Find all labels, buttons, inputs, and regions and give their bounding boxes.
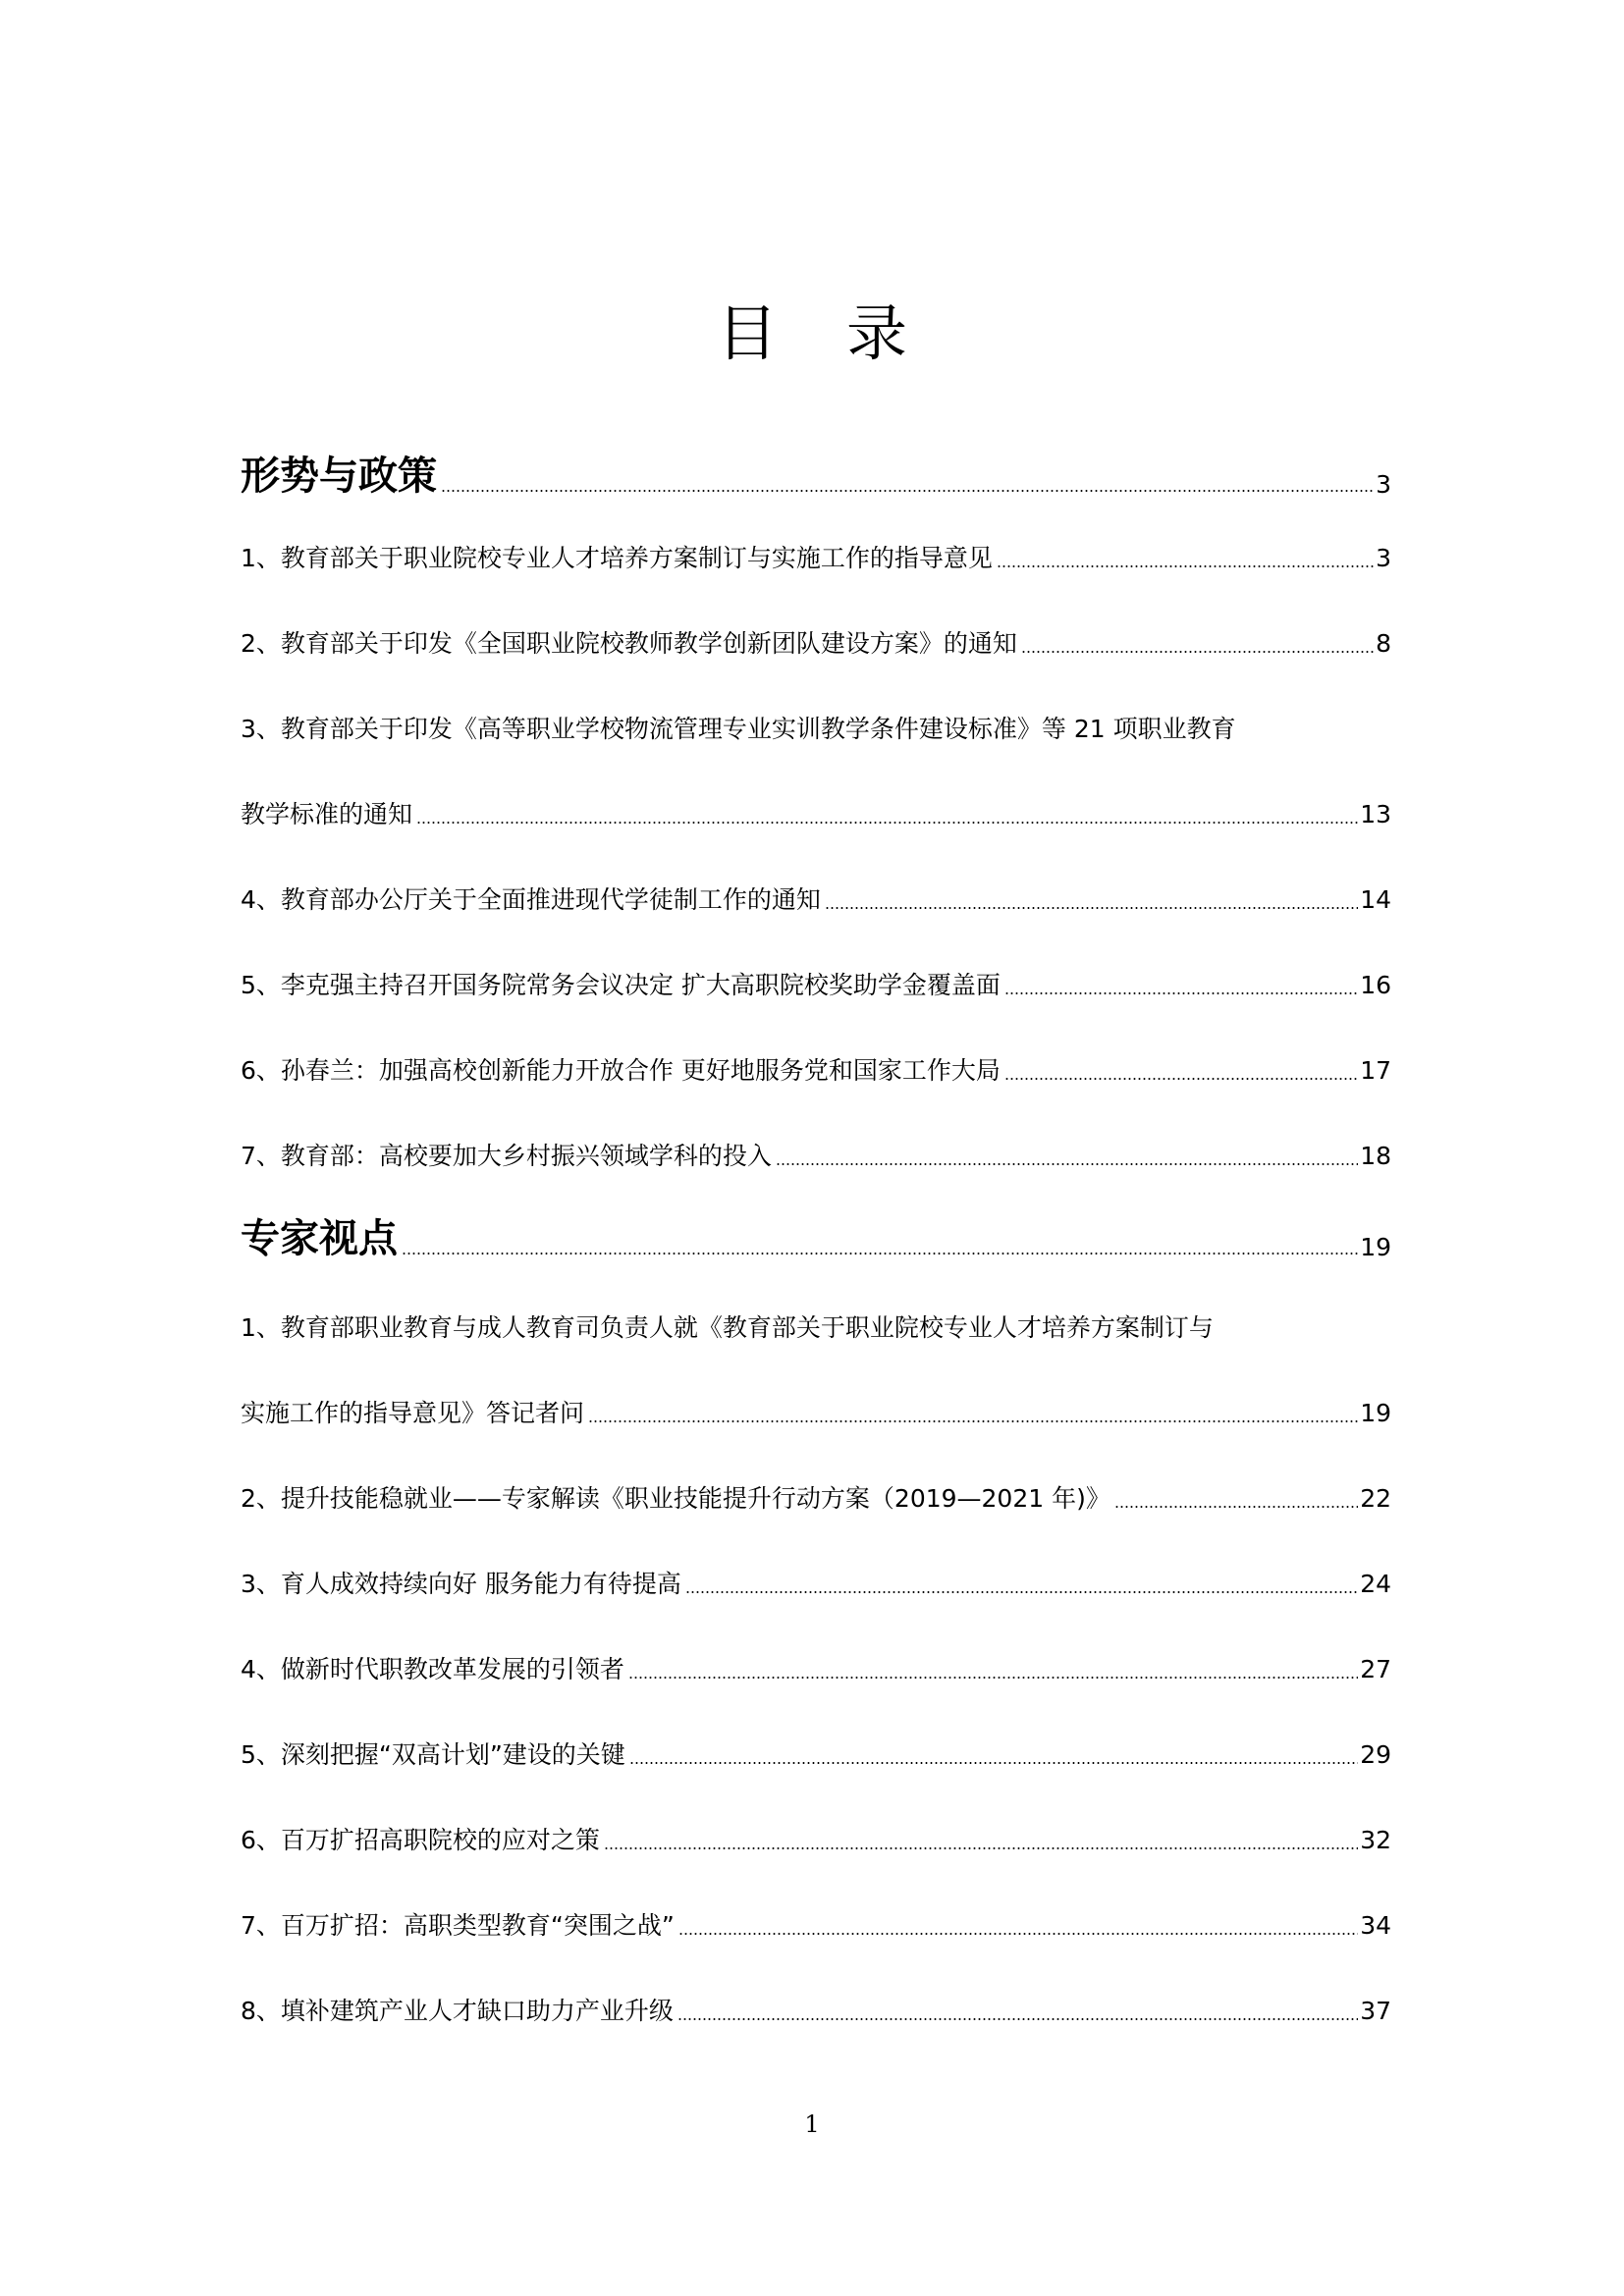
- entry-title: 2、教育部关于印发《全国职业院校教师教学创新团队建设方案》的通知: [241, 629, 1017, 658]
- entry-title: 7、教育部：高校要加大乡村振兴领域学科的投入: [241, 1142, 772, 1170]
- title-char-2: 录: [846, 297, 908, 369]
- toc-section-heading[interactable]: [241, 452, 1391, 501]
- page-number: 37: [1360, 1997, 1391, 2025]
- section-title: 形势与政策: [241, 454, 437, 499]
- entry-title: 2、提升技能稳就业——专家解读《职业技能提升行动方案（2019—2021 年)》: [241, 1484, 1110, 1513]
- page-number: 14: [1360, 885, 1391, 914]
- entry-title: 1、教育部关于职业院校专业人才培养方案制订与实施工作的指导意见: [241, 544, 993, 572]
- page-number: 22: [1360, 1484, 1391, 1513]
- page-number: 8: [1376, 629, 1391, 658]
- entry-title: 3、育人成效持续向好 服务能力有待提高: [241, 1570, 681, 1598]
- entry-title: 8、填补建筑产业人才缺口助力产业升级: [241, 1997, 674, 2025]
- section-title: 专家视点: [241, 1216, 398, 1261]
- dot-leader: [1114, 1505, 1358, 1509]
- dot-leader: [678, 1932, 1358, 1936]
- entry-title-line-2: 实施工作的指导意见》答记者问: [241, 1399, 585, 1427]
- page-number: 3: [1376, 470, 1391, 499]
- dot-leader: [1004, 1077, 1358, 1081]
- entry-title: 6、孙春兰：加强高校创新能力开放合作 更好地服务党和国家工作大局: [241, 1056, 1001, 1085]
- page-number: 16: [1360, 971, 1391, 999]
- page-number: 24: [1360, 1570, 1391, 1598]
- entry-title: 7、百万扩招：高职类型教育“突围之战”: [241, 1911, 675, 1940]
- dot-leader: [628, 1676, 1358, 1680]
- toc-entry[interactable]: [241, 628, 1391, 660]
- page-number: 29: [1360, 1740, 1391, 1769]
- page-title: [0, 285, 1624, 372]
- dot-leader: [685, 1590, 1358, 1594]
- dot-leader: [677, 2017, 1358, 2021]
- dot-leader: [1021, 650, 1374, 654]
- entry-title: 4、做新时代职教改革发展的引领者: [241, 1655, 624, 1683]
- toc-entry-line-1[interactable]: [241, 1312, 1391, 1344]
- toc-entry[interactable]: [241, 1569, 1391, 1600]
- toc-entry[interactable]: [241, 1055, 1391, 1087]
- dot-leader: [825, 906, 1358, 910]
- page-number: 34: [1360, 1911, 1391, 1940]
- title-char-1: 目: [716, 297, 778, 369]
- toc-entry[interactable]: [241, 884, 1391, 916]
- toc-entry[interactable]: [241, 970, 1391, 1001]
- toc-entry[interactable]: [241, 1996, 1391, 2027]
- toc-entry[interactable]: [241, 1739, 1391, 1771]
- dot-leader: [604, 1846, 1358, 1850]
- toc-entry[interactable]: [241, 1141, 1391, 1172]
- dot-leader: [402, 1252, 1358, 1255]
- dot-leader: [776, 1162, 1358, 1166]
- toc-entry[interactable]: [241, 1654, 1391, 1685]
- toc-entry-line-1[interactable]: [241, 714, 1391, 745]
- dot-leader: [588, 1419, 1358, 1423]
- toc-entry[interactable]: [241, 1825, 1391, 1856]
- page-number: 19: [1360, 1233, 1391, 1261]
- entry-title-line-1: 1、教育部职业教育与成人教育司负责人就《教育部关于职业院校专业人才培养方案制订与: [241, 1313, 1214, 1342]
- page-number: 17: [1360, 1056, 1391, 1085]
- dot-leader: [416, 821, 1358, 825]
- page-number: 19: [1360, 1399, 1391, 1427]
- page-footer-number: 1: [804, 2110, 820, 2138]
- page-number: 32: [1360, 1826, 1391, 1854]
- entry-title-line-2: 教学标准的通知: [241, 800, 413, 828]
- page-number: 13: [1360, 800, 1391, 828]
- toc-entry[interactable]: [241, 1483, 1391, 1515]
- page-number: 3: [1376, 544, 1391, 572]
- page-number: 18: [1360, 1142, 1391, 1170]
- entry-title: 4、教育部办公厅关于全面推进现代学徒制工作的通知: [241, 885, 821, 914]
- entry-title-line-1: 3、教育部关于印发《高等职业学校物流管理专业实训教学条件建设标准》等 21 项职业教育: [241, 715, 1236, 743]
- toc-entry-line-2[interactable]: [241, 799, 1391, 830]
- entry-title: 6、百万扩招高职院校的应对之策: [241, 1826, 600, 1854]
- page-number: 27: [1360, 1655, 1391, 1683]
- entry-title: 5、李克强主持召开国务院常务会议决定 扩大高职院校奖助学金覆盖面: [241, 971, 1001, 999]
- dot-leader: [1004, 991, 1358, 995]
- dot-leader: [629, 1761, 1358, 1765]
- toc-entry[interactable]: [241, 543, 1391, 574]
- toc-entry-line-2[interactable]: [241, 1398, 1391, 1429]
- toc-section-heading[interactable]: [241, 1214, 1391, 1263]
- toc-entry[interactable]: [241, 1910, 1391, 1942]
- dot-leader: [997, 564, 1374, 568]
- entry-title: 5、深刻把握“双高计划”建设的关键: [241, 1740, 625, 1769]
- dot-leader: [441, 489, 1374, 493]
